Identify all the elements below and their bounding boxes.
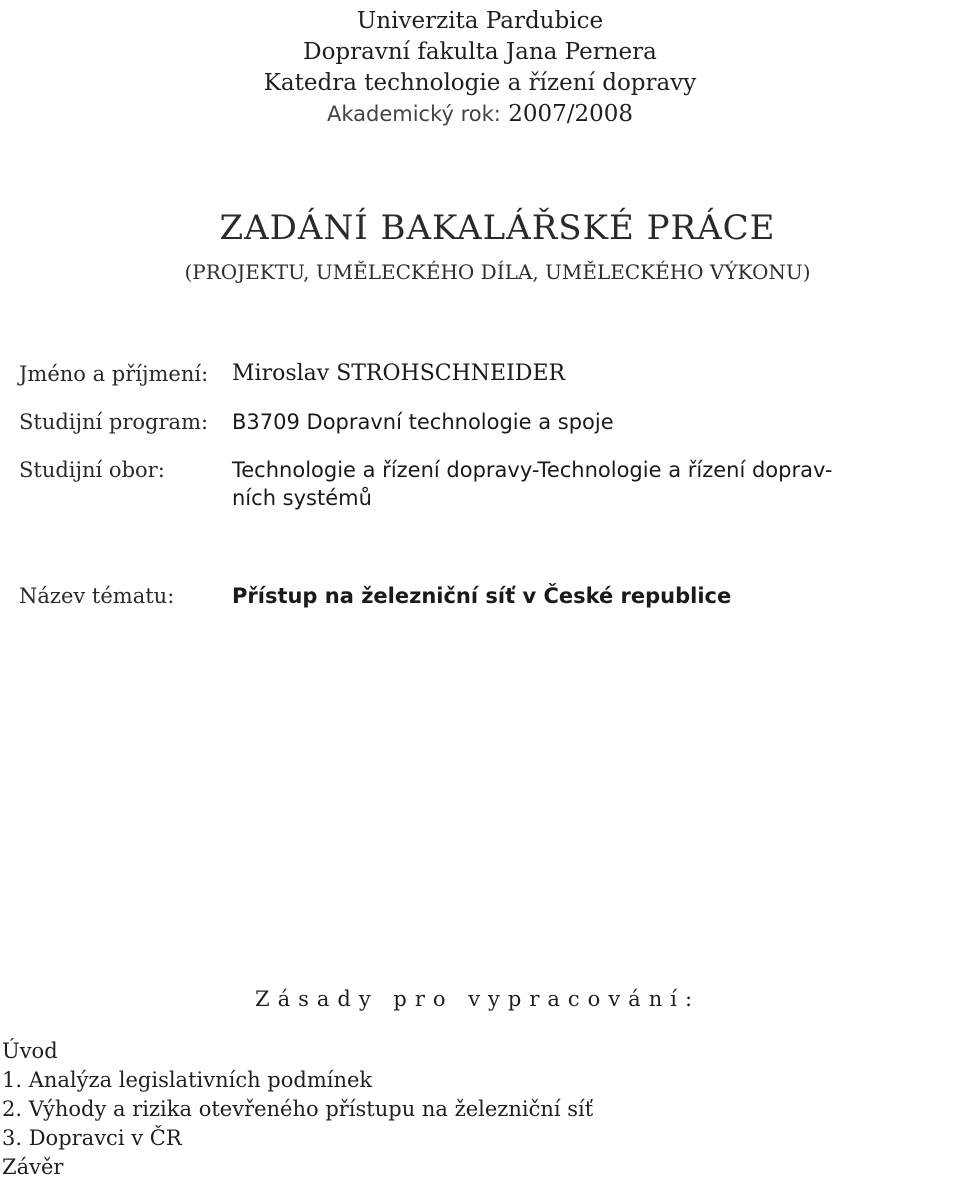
faculty-name: Dopravní fakulta Jana Pernera <box>303 39 657 65</box>
topic-label: Název tématu: <box>19 584 175 608</box>
document-header <box>0 6 960 130</box>
principles-title: Zásady pro vypracování: <box>255 987 701 1011</box>
name-value: Miroslav STROHSCHNEIDER <box>232 361 566 386</box>
topic-value: Přístup na železniční síť v České republice <box>232 584 732 608</box>
program-value: B3709 Dopravní technologie a spoje <box>232 410 614 434</box>
document-title: ZADÁNÍ BAKALÁŘSKÉ PRÁCE <box>219 208 776 248</box>
list-item: 1. Analýza legislativních podmínek <box>2 1068 373 1092</box>
list-item: 3. Dopravci v ČR <box>2 1126 182 1150</box>
list-item: Úvod <box>2 1039 58 1063</box>
program-label: Studijní program: <box>19 410 209 434</box>
field-value-line2: ních systémů <box>232 486 372 510</box>
academic-year <box>0 99 960 130</box>
academic-year-value: 2007/2008 <box>508 101 634 127</box>
list-item: 2. Výhody a rizika otevřeného přístupu na železniční síť <box>2 1097 594 1121</box>
principles-list <box>2 1037 593 1182</box>
department-name: Katedra technologie a řízení dopravy <box>263 70 697 96</box>
field-label: Studijní obor: <box>19 458 165 482</box>
field-value-line1: Technologie a řízení dopravy-Technologie a řízení doprav- <box>232 458 833 482</box>
document-subtitle: (PROJEKTU, UMĚLECKÉHO DÍLA, UMĚLECKÉHO VÝKONU) <box>184 260 811 284</box>
name-label: Jméno a příjmení: <box>19 362 209 386</box>
list-item: Závěr <box>2 1155 64 1179</box>
academic-year-label: Akademický rok: <box>326 102 501 126</box>
university-name: Univerzita Pardubice <box>356 8 604 34</box>
